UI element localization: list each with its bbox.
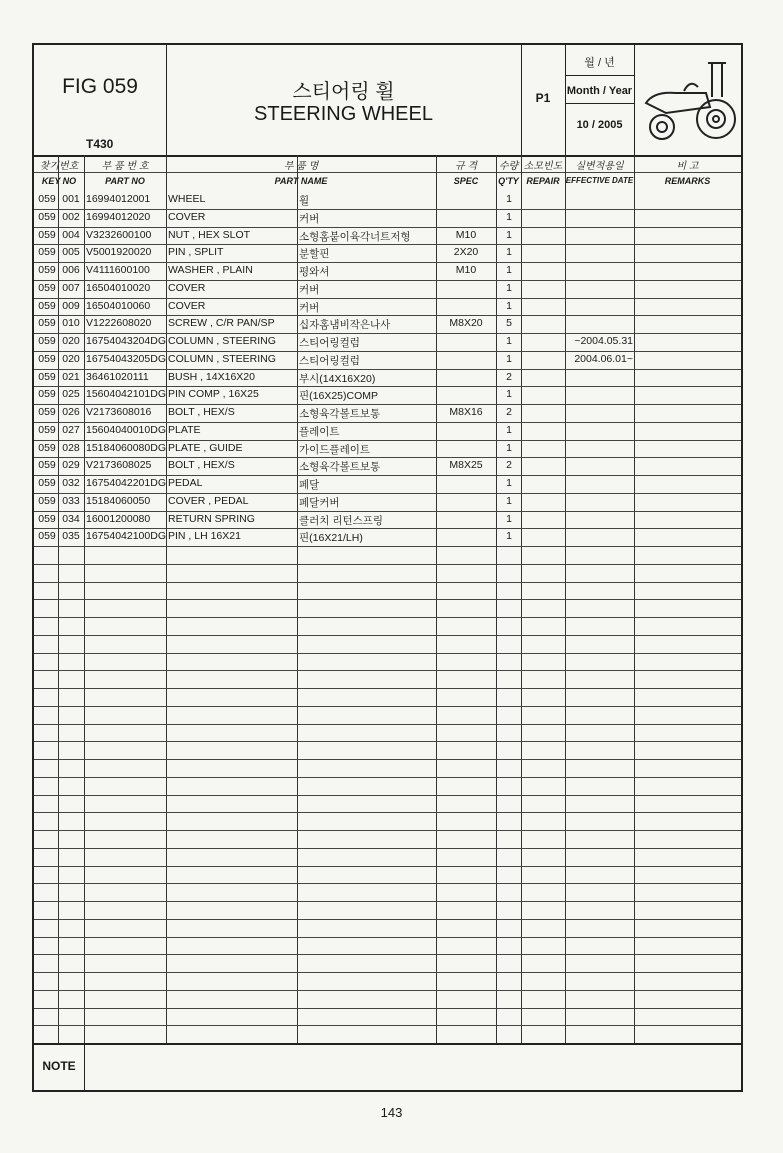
parts-table [34,191,741,1043]
tractor-illustration-icon [636,51,739,147]
cell-name-en: WHEEL [168,193,206,205]
table-row [34,564,741,583]
header-block [34,45,741,157]
month-year-label: Month / Year [566,85,633,97]
table-row [34,582,741,601]
parts-catalog-page [32,43,743,1092]
col-effdate-en: EFFECTIVE DATE [565,176,634,185]
table-row [34,990,741,1009]
cell-name-ko: 소형육각볼트보통 [299,408,381,420]
table-row [34,280,741,299]
cell-name-en: WASHER , PLAIN [168,264,253,276]
table-row [34,351,741,370]
cell-name-ko: 커버 [299,301,320,314]
table-row [34,724,741,743]
col-key-ko: 찾기번호 [39,161,79,172]
cell-name-ko: 플레이트 [299,425,340,438]
cell-name-ko: 십자홈냄비작은나사 [299,319,391,332]
cell-fig: 059 [38,317,56,330]
cell-qty: 1 [506,388,512,401]
cell-qty: 1 [506,512,512,525]
cell-fig: 059 [38,210,56,223]
cell-fig: 059 [38,264,56,276]
table-row [34,475,741,494]
cell-key: 033 [62,494,80,507]
col-effdate-ko: 실변적용일 [575,161,624,172]
cell-name-ko: 클러치 리턴스프링 [299,514,384,527]
table-row [34,795,741,814]
cell-part-no: 36461020111 [86,370,149,383]
cell-fig: 059 [38,193,56,205]
cell-qty: 2 [506,370,512,383]
cell-spec: M8X16 [449,406,483,418]
cell-fig: 059 [38,246,56,259]
table-row [34,812,741,831]
table-row [34,741,741,760]
cell-key: 027 [62,423,80,436]
cell-name-en: PEDAL [168,477,203,489]
table-row [34,830,741,849]
col-key-en: KEY NO [41,176,77,186]
cell-key: 010 [62,317,80,330]
table-row [34,511,741,530]
page-label: P1 [535,91,551,105]
table-row [34,883,741,902]
cell-part-no: 15184060050 [86,494,151,507]
table-row [34,546,741,565]
table-row [34,333,741,352]
table-row [34,457,741,476]
table-row [34,191,741,210]
cell-part-no: 16754042100DG [86,530,166,543]
cell-qty: 1 [506,264,512,276]
table-row [34,528,741,547]
table-row [34,866,741,885]
cell-key: 001 [62,193,80,205]
cell-part-no: V4111600100 [86,264,150,276]
cell-name-ko: 커버 [299,212,320,225]
cell-key: 021 [62,370,80,383]
cell-name-ko: 소형육각볼트보통 [299,461,381,474]
cell-part-no: 15604040010DG [86,423,166,436]
cell-key: 002 [62,210,80,223]
table-row [34,315,741,334]
cell-spec: M8X20 [449,317,483,330]
cell-fig: 059 [38,299,56,312]
cell-qty: 1 [506,281,512,294]
cell-fig: 059 [38,530,56,543]
cell-fig: 059 [38,441,56,454]
col-qty-ko: 수량 [498,161,519,172]
table-row [34,777,741,796]
cell-name-en: SCREW , C/R PAN/SP [168,317,275,330]
table-row [34,493,741,512]
note-section [34,1043,741,1092]
page-number: 143 [380,1105,403,1120]
cell-key: 028 [62,441,80,454]
table-row [34,422,741,441]
table-row [34,227,741,246]
cell-qty: 1 [506,335,512,347]
table-row [34,1025,741,1044]
cell-part-no: 16754043204DG [86,335,166,347]
cell-fig: 059 [38,388,56,401]
table-row [34,972,741,991]
cell-part-no: V3232600100 [86,228,152,241]
cell-key: 032 [62,477,80,489]
cell-key: 026 [62,406,80,418]
col-repair-en: REPAIR [526,176,560,186]
cell-name-ko: 스티어링컬럼 [299,354,360,367]
cell-qty: 1 [506,352,512,365]
table-row [34,919,741,938]
table-row [34,404,741,423]
cell-key: 009 [62,299,80,312]
table-row [34,848,741,867]
cell-part-no: 15184060080DG [86,441,166,454]
cell-part-no: 15604042101DG [86,388,166,401]
cell-name-ko: 분할핀 [299,248,330,261]
cell-name-ko: 소형홈붙이육각너트저형 [299,230,411,243]
cell-qty: 1 [506,193,512,205]
cell-key: 020 [62,335,80,347]
cell-spec: M8X25 [449,459,483,472]
cell-qty: 1 [506,530,512,543]
cell-name-ko: 부시(14X16X20) [299,372,376,385]
table-row [34,440,741,459]
table-row [34,209,741,228]
cell-key: 035 [62,530,80,543]
col-qty-en: Q'TY [498,176,519,186]
col-remarks-en: REMARKS [664,176,711,186]
col-partname-ko: 부 품 명 [283,161,319,172]
cell-spec: 2X20 [453,246,479,259]
cell-eff: 2004.06.01~ [574,352,633,365]
issue-date: 10 / 2005 [576,119,623,131]
cell-qty: 2 [506,459,512,472]
cell-name-en: COVER [168,299,206,312]
col-partname-en: PART NAME [274,176,328,186]
cell-name-ko: 휠 [299,195,310,207]
cell-fig: 059 [38,370,56,383]
cell-qty: 1 [506,299,512,312]
note-label: NOTE [42,1059,76,1073]
cell-spec: M10 [455,228,477,241]
table-row [34,244,741,263]
cell-fig: 059 [38,494,56,507]
table-row [34,901,741,920]
cell-part-no: 16994012001 [86,193,151,205]
cell-part-no: 16504010020 [86,281,151,294]
cell-key: 005 [62,246,80,259]
cell-name-en: COVER , PEDAL [168,494,249,507]
col-repair-ko: 소모빈도 [523,161,563,172]
cell-name-en: BOLT , HEX/S [168,459,235,472]
table-row [34,759,741,778]
cell-fig: 059 [38,477,56,489]
cell-qty: 1 [506,210,512,223]
cell-fig: 059 [38,335,56,347]
cell-part-no: 16754042201DG [86,477,166,489]
table-row [34,937,741,956]
cell-part-no: 16754043205DG [86,352,166,365]
col-spec-en: SPEC [453,176,479,186]
table-row [34,635,741,654]
col-partno-en: PART NO [105,176,145,186]
cell-fig: 059 [38,352,56,365]
cell-part-no: 16001200080 [86,512,151,525]
cell-key: 006 [62,264,80,276]
cell-name-ko: 페달커버 [299,496,340,509]
cell-qty: 1 [506,228,512,241]
col-remarks-ko: 비 고 [676,161,699,172]
cell-name-en: NUT , HEX SLOT [168,228,251,241]
cell-key: 025 [62,388,80,401]
cell-name-en: PIN COMP , 16X25 [168,388,259,401]
table-row [34,670,741,689]
cell-spec: M10 [455,264,477,276]
cell-qty: 1 [506,423,512,436]
cell-name-en: COLUMN , STEERING [168,335,276,347]
cell-qty: 1 [506,246,512,259]
cell-qty: 5 [506,317,512,330]
cell-name-ko: 핀(16X21/LH) [299,532,363,545]
title-english: STEERING WHEEL [254,103,433,125]
cell-qty: 1 [506,441,512,454]
cell-key: 007 [62,281,80,294]
table-row [34,369,741,388]
figure-number: FIG 059 [62,75,138,98]
title-korean: 스티어링 휠 [292,81,395,103]
table-row [34,653,741,672]
cell-name-ko: 스티어링컬럼 [299,337,360,349]
cell-part-no: 16994012020 [86,210,151,223]
cell-fig: 059 [38,512,56,525]
cell-fig: 059 [38,281,56,294]
cell-name-en: PIN , SPLIT [168,246,224,259]
cell-key: 020 [62,352,80,365]
cell-name-en: PIN , LH 16X21 [168,530,241,543]
table-row [34,688,741,707]
table-row [34,599,741,618]
cell-name-en: BOLT , HEX/S [168,406,235,418]
table-row [34,1008,741,1027]
table-row [34,706,741,725]
cell-fig: 059 [38,459,56,472]
cell-name-en: PLATE [168,423,201,436]
table-row [34,386,741,405]
cell-key: 004 [62,228,80,241]
table-row [34,262,741,281]
cell-part-no: V1222608020 [86,317,152,330]
cell-name-ko: 핀(16X25)COMP [299,390,378,403]
cell-part-no: V5001920020 [86,246,152,259]
cell-eff: ~2004.05.31 [574,335,633,347]
cell-part-no: V2173608016 [86,406,152,418]
table-row [34,954,741,973]
cell-name-en: COLUMN , STEERING [168,352,276,365]
cell-key: 029 [62,459,80,472]
cell-part-no: V2173608025 [86,459,152,472]
table-row [34,617,741,636]
model-number: T430 [86,137,114,151]
table-row [34,298,741,317]
cell-name-ko: 평와셔 [299,266,330,278]
col-partno-ko: 부 품 번 호 [101,161,149,172]
cell-key: 034 [62,512,80,525]
cell-name-en: COVER [168,281,206,294]
col-spec-ko: 규 격 [454,161,478,172]
cell-name-en: RETURN SPRING [168,512,255,525]
cell-fig: 059 [38,228,56,241]
cell-fig: 059 [38,406,56,418]
cell-qty: 1 [506,477,512,489]
cell-name-en: PLATE , GUIDE [168,441,243,454]
cell-name-ko: 페달 [299,479,320,491]
cell-name-en: COVER [168,210,206,223]
cell-name-ko: 가이드플레이트 [299,443,371,456]
cell-qty: 2 [506,406,512,418]
cell-fig: 059 [38,423,56,436]
month-year-korean: 월 / 년 [584,57,615,69]
cell-name-en: BUSH , 14X16X20 [168,370,255,383]
cell-qty: 1 [506,494,512,507]
cell-part-no: 16504010060 [86,299,151,312]
cell-name-ko: 커버 [299,283,320,296]
